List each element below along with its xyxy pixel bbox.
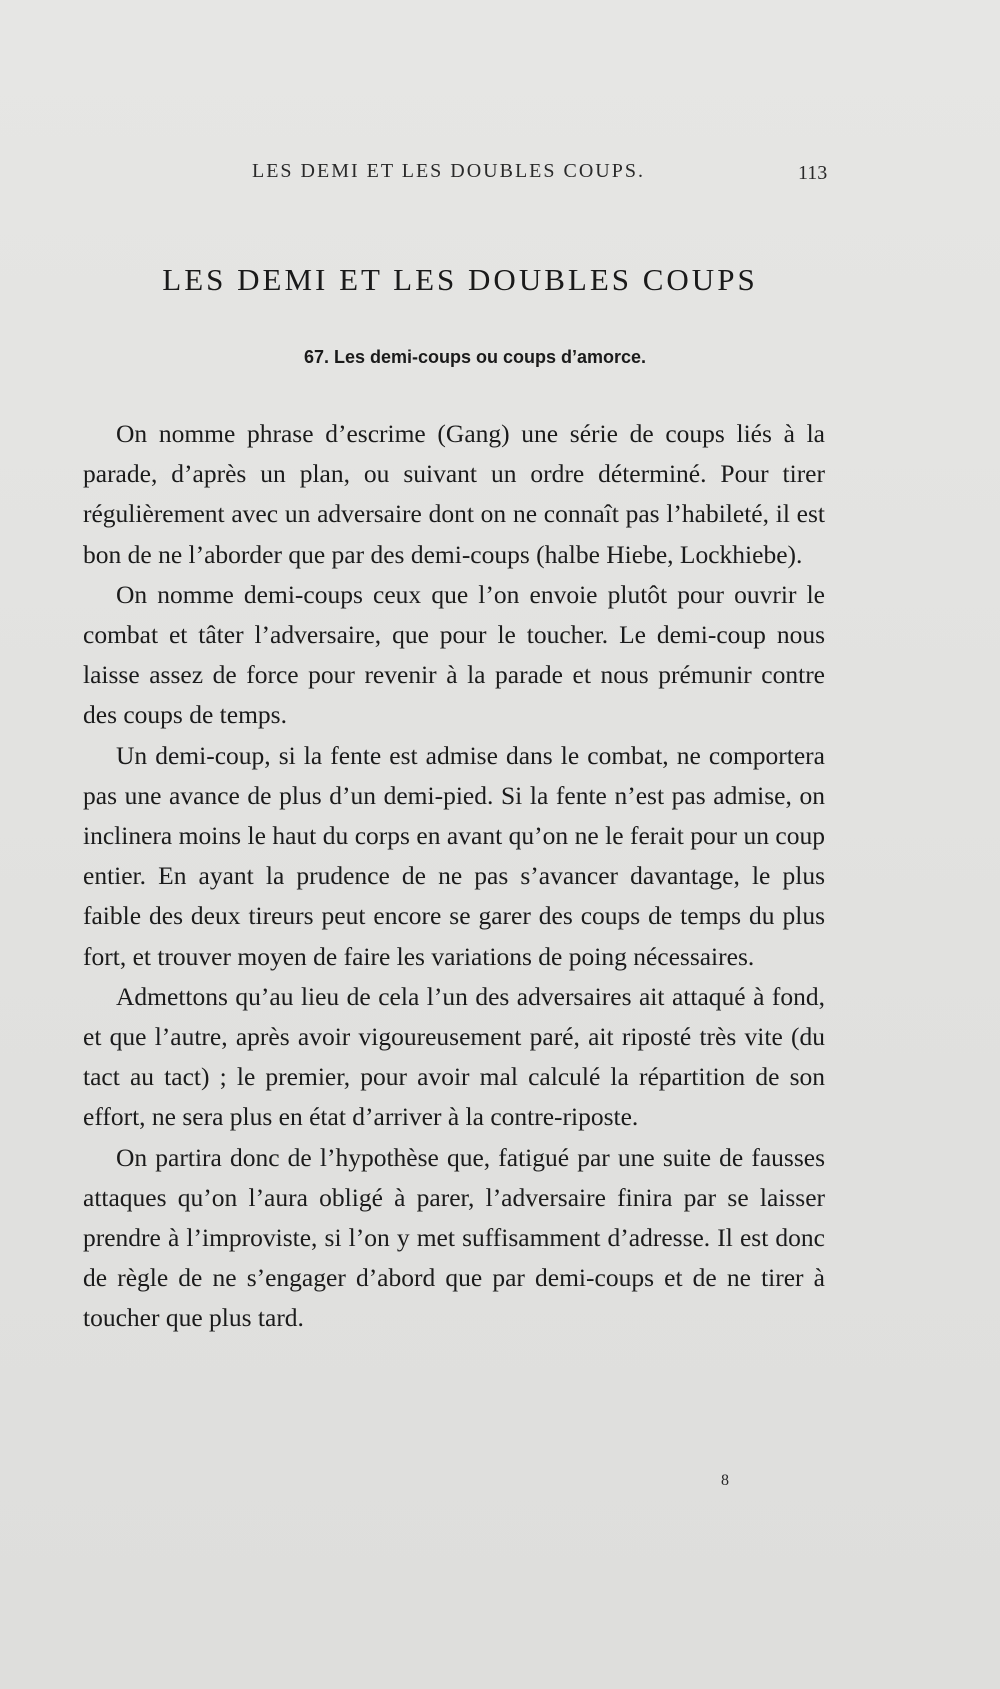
chapter-title: LES DEMI ET LES DOUBLES COUPS <box>162 262 758 297</box>
page-number: 113 <box>798 162 828 184</box>
paragraph: On partira donc de l’hypothèse que, fatigué par une suite de fausses attaques qu’on l’aura obligé à parer, l’adversaire finira par se laisser prendre à l’improviste, si l’on y met suffisamment d’adresse. Il est donc de règle de ne s’engager d’abord que par demi-coups et de ne tirer à toucher que plus tard. <box>83 1142 825 1333</box>
paragraph: On nomme demi-coups ceux que l’on envoie plutôt pour ouvrir le combat et tâter l’adversaire, que pour le toucher. Le demi-coup nous laisse assez de force pour revenir à la parade et nous prémunir contre des coups de temps. <box>83 579 825 730</box>
body-text <box>83 414 825 1339</box>
paragraph: Admettons qu’au lieu de cela l’un des adversaires ait attaqué à fond, et que l’autre, après avoir vigoureusement paré, ait riposté très vite (du tact au tact) ; le premier, pour avoir mal calculé la répartition de son effort, ne sera plus en état d’arriver à la contre-riposte. <box>83 981 825 1132</box>
paragraph: Un demi-coup, si la fente est admise dans le combat, ne comportera pas une avance de plus d’un demi-pied. Si la fente n’est pas admise, on inclinera moins le haut du corps en avant qu’on ne le ferait pour un coup entier. En ayant la prudence de ne pas s’avancer davantage, le plus faible des deux tireurs peut encore se garer des coups de temps du plus fort, et trouver moyen de faire les variations de poing nécessaires. <box>83 740 825 971</box>
running-head: LES DEMI ET LES DOUBLES COUPS. <box>252 160 645 182</box>
section-heading: 67. Les demi-coups ou coups d’amorce. <box>303 347 647 367</box>
paragraph: On nomme phrase d’escrime (Gang) une série de coups liés à la parade, d’après un plan, ou suivant un ordre déterminé. Pour tirer régulièrement avec un adversaire dont on ne connaît pas l’habileté, il est bon de ne l’aborder que par des demi-coups (halbe Hiebe, Lockhiebe). <box>83 419 825 569</box>
signature-mark: 8 <box>721 1472 729 1489</box>
